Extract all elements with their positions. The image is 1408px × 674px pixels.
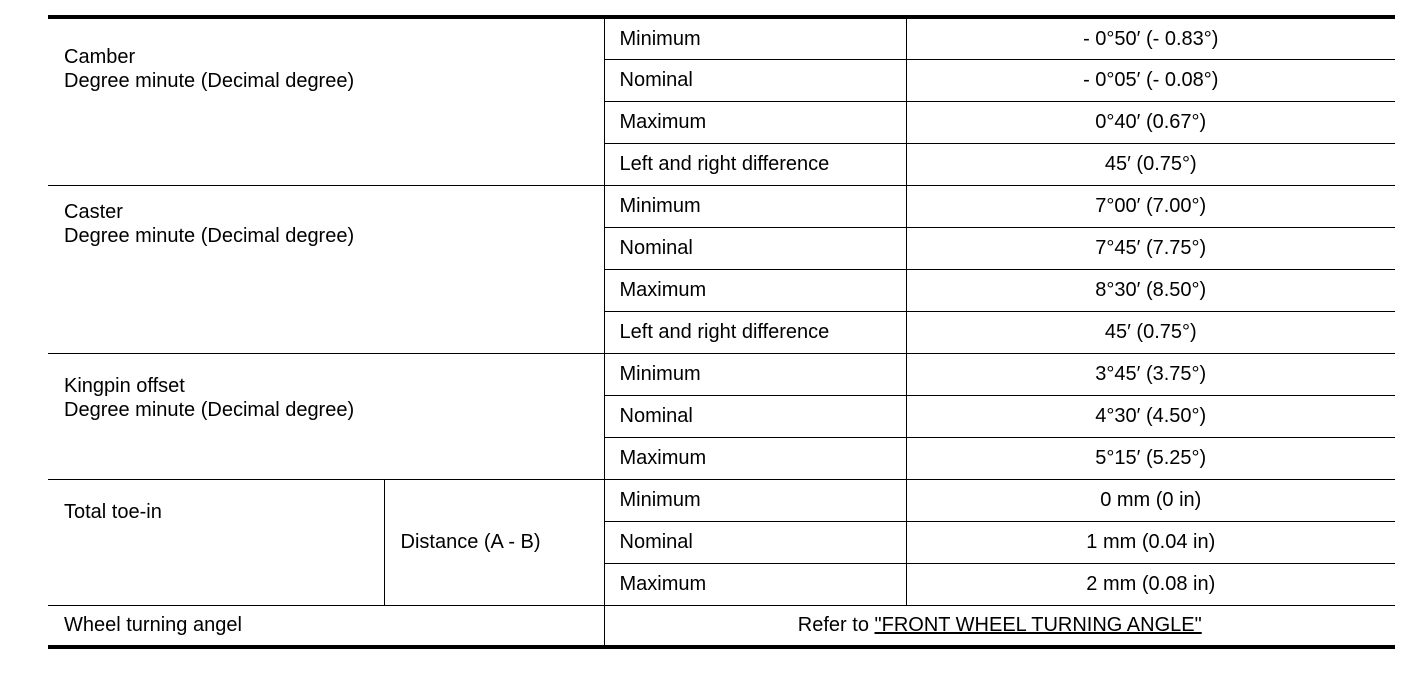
caster-group-cell [48,185,604,353]
camber-group-cell [48,17,604,185]
caster-unit: Degree minute (Decimal degree) [64,224,355,247]
caster-difference-label: Left and right difference [604,311,906,353]
wheel-turning-reference-cell [604,605,1395,647]
table-row [48,605,1395,647]
caster-maximum-label: Maximum [604,269,906,311]
caster-minimum-value: 7°00′ (7.00°) [906,185,1395,227]
camber-title: Camber [64,46,136,68]
caster-difference-value: 45′ (0.75°) [906,311,1395,353]
camber-maximum-value: 0°40′ (0.67°) [906,101,1395,143]
caster-title: Caster [64,200,123,223]
kingpin-minimum-label: Minimum [604,353,906,395]
table-row [48,17,1395,59]
kingpin-maximum-value: 5°15′ (5.25°) [906,437,1395,479]
toe-in-maximum-value: 2 mm (0.08 in) [906,563,1395,605]
camber-difference-label: Left and right difference [604,143,906,185]
table-row [48,353,1395,395]
front-wheel-turning-angle-link[interactable]: "FRONT WHEEL TURNING ANGLE" [874,614,1202,637]
toe-in-minimum-label: Minimum [604,479,906,521]
kingpin-group-cell [48,353,604,479]
toe-in-nominal-label: Nominal [604,521,906,563]
kingpin-unit: Degree minute (Decimal degree) [64,398,355,421]
kingpin-minimum-value: 3°45′ (3.75°) [906,353,1395,395]
caster-minimum-label: Minimum [604,185,906,227]
caster-nominal-label: Nominal [604,227,906,269]
caster-nominal-value: 7°45′ (7.75°) [906,227,1395,269]
camber-difference-value: 45′ (0.75°) [906,143,1395,185]
camber-maximum-label: Maximum [604,101,906,143]
toe-in-nominal-value: 1 mm (0.04 in) [906,521,1395,563]
table-row [48,185,1395,227]
toe-in-distance-label: Distance (A - B) [384,479,604,605]
toe-in-group-cell [48,479,384,605]
kingpin-nominal-value: 4°30′ (4.50°) [906,395,1395,437]
kingpin-nominal-label: Nominal [604,395,906,437]
kingpin-maximum-label: Maximum [604,437,906,479]
camber-nominal-value: - 0°05′ (- 0.08°) [906,59,1395,101]
wheel-alignment-spec-table [48,15,1395,649]
toe-in-minimum-value: 0 mm (0 in) [906,479,1395,521]
camber-unit: Degree minute (Decimal degree) [64,70,355,92]
camber-nominal-label: Nominal [604,59,906,101]
camber-minimum-value: - 0°50′ (- 0.83°) [906,17,1395,59]
toe-in-title: Total toe-in [64,500,162,523]
camber-minimum-label: Minimum [604,17,906,59]
caster-maximum-value: 8°30′ (8.50°) [906,269,1395,311]
reference-prefix: Refer to [797,614,875,637]
wheel-turning-label: Wheel turning angel [48,605,604,647]
kingpin-title: Kingpin offset [64,374,185,397]
table-row [48,479,1395,521]
toe-in-maximum-label: Maximum [604,563,906,605]
